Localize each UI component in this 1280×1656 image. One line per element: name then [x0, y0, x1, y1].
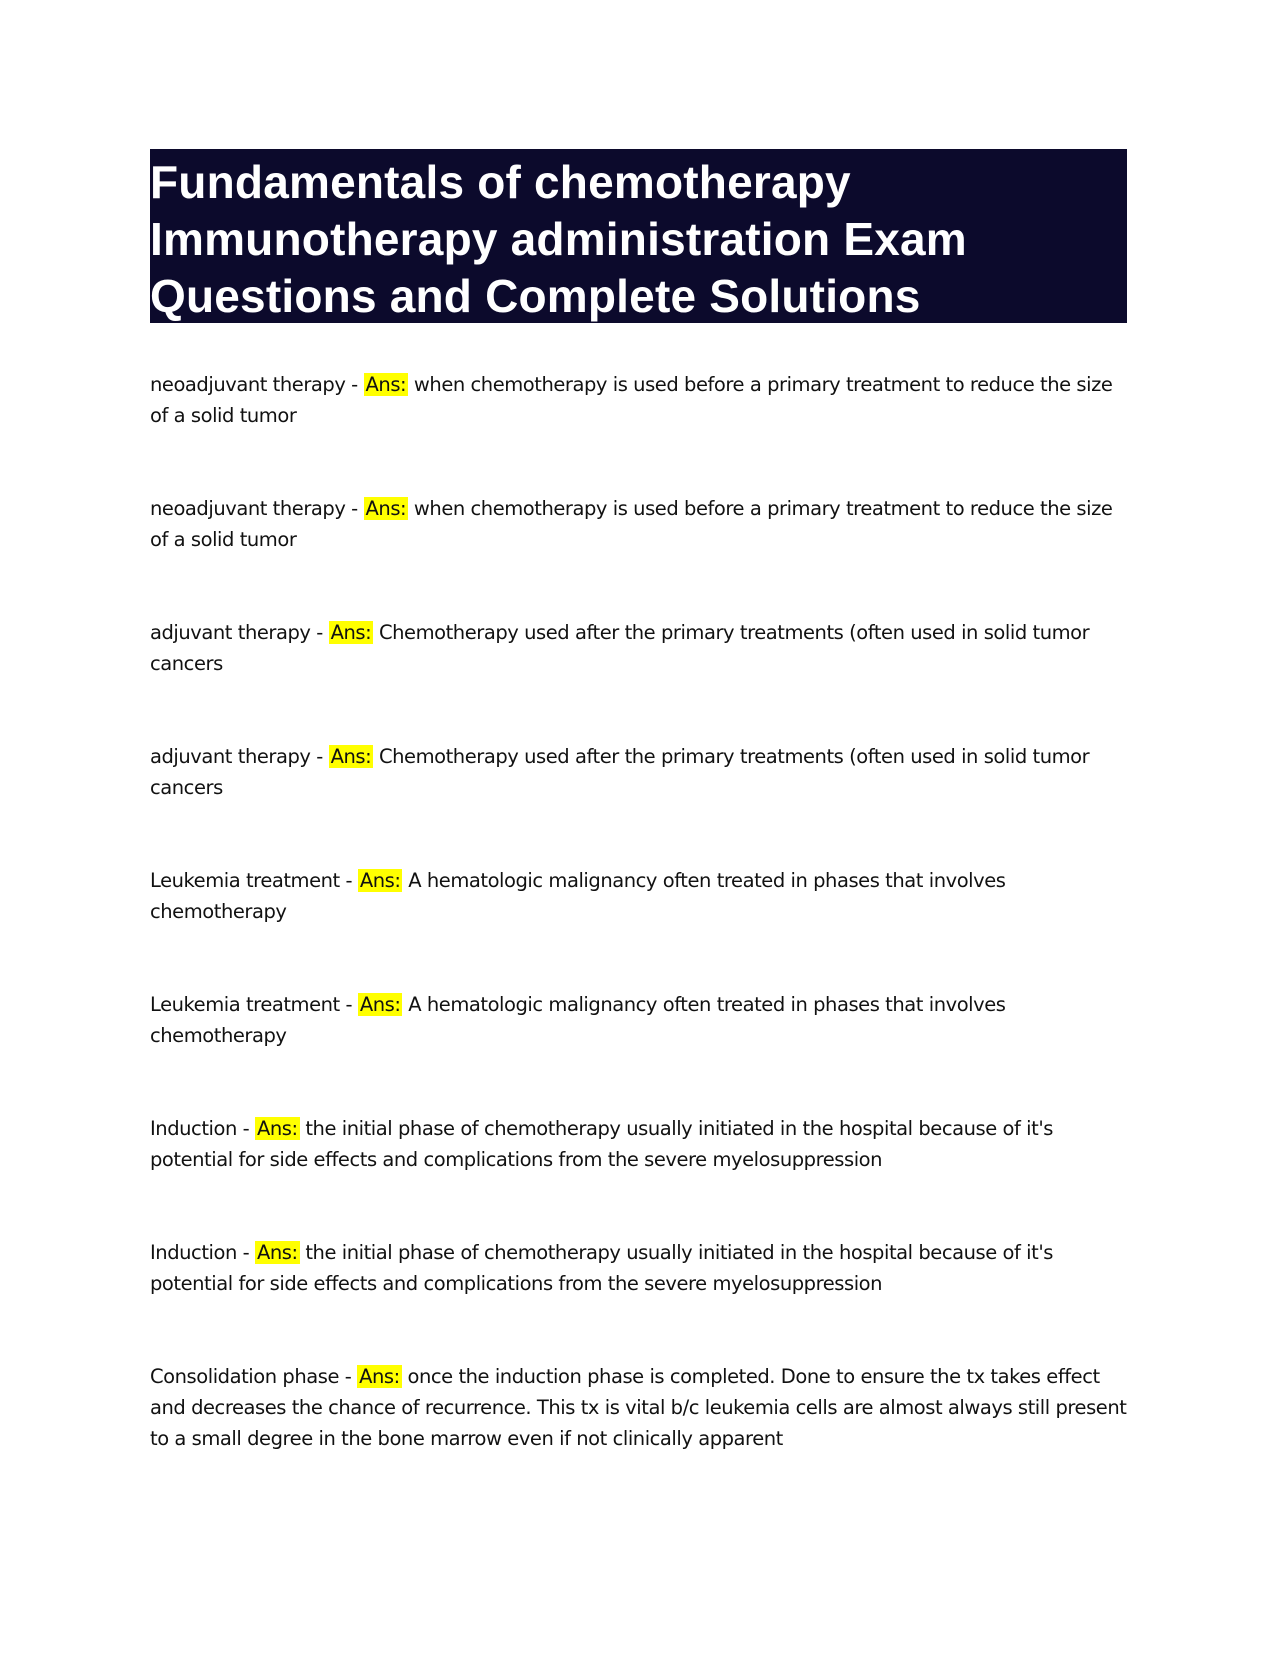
entry-answer-continued: potential for side effects and complications from the severe myelosuppression [150, 1272, 883, 1295]
answer-marker: Ans: [330, 621, 372, 644]
entry-answer: Chemotherapy used after the primary treatments (often used in solid tumor [378, 745, 1090, 768]
qa-entry [150, 741, 1130, 865]
answer-marker: Ans: [330, 745, 372, 768]
entry-answer: A hematologic malignancy often treated in phases that involves [408, 869, 1006, 892]
answer-marker: Ans: [256, 1241, 298, 1264]
entry-term: neoadjuvant therapy - [150, 373, 358, 396]
qa-entry [150, 1361, 1130, 1461]
entry-term: Leukemia treatment - [150, 993, 353, 1016]
entry-answer-continued: of a solid tumor [150, 404, 297, 427]
qa-entry [150, 617, 1130, 741]
entry-answer: when chemotherapy is used before a primary treatment to reduce the size [413, 373, 1113, 396]
title-line-1: Fundamentals of chemotherapy [150, 156, 851, 208]
answer-marker: Ans: [359, 993, 401, 1016]
title-line-3: Questions and Complete Solutions [150, 270, 921, 322]
entry-term: Induction - [150, 1241, 250, 1264]
entry-term: neoadjuvant therapy - [150, 497, 358, 520]
entry-term: Consolidation phase - [150, 1365, 352, 1388]
answer-marker: Ans: [359, 869, 401, 892]
entry-answer-continued: of a solid tumor [150, 528, 297, 551]
entry-answer: the initial phase of chemotherapy usually initiated in the hospital because of it's [305, 1117, 1053, 1140]
entry-answer: when chemotherapy is used before a primary treatment to reduce the size [413, 497, 1113, 520]
entry-answer: A hematologic malignancy often treated in phases that involves [408, 993, 1006, 1016]
entry-answer-continued: chemotherapy [150, 1024, 287, 1047]
answer-marker: Ans: [256, 1117, 298, 1140]
entry-term: adjuvant therapy - [150, 621, 323, 644]
qa-entry [150, 493, 1130, 617]
qa-entry [150, 1237, 1130, 1361]
qa-entry [150, 865, 1130, 989]
entry-answer: Chemotherapy used after the primary treatments (often used in solid tumor [378, 621, 1090, 644]
document-title-banner [150, 149, 1127, 323]
entry-answer-continued: cancers [150, 652, 223, 675]
entry-answer-continued: to a small degree in the bone marrow even if not clinically apparent [150, 1427, 783, 1450]
qa-entry [150, 1113, 1130, 1237]
entry-term: adjuvant therapy - [150, 745, 323, 768]
entry-answer: once the induction phase is completed. Done to ensure the tx takes effect [407, 1365, 1100, 1388]
entry-answer-continued: cancers [150, 776, 223, 799]
qa-entry-list [150, 369, 1130, 1461]
entry-answer-continued: chemotherapy [150, 900, 287, 923]
qa-entry [150, 989, 1130, 1113]
entry-answer-continued: and decreases the chance of recurrence. This tx is vital b/c leukemia cells are almost always still present [150, 1396, 1127, 1419]
entry-term: Leukemia treatment - [150, 869, 353, 892]
title-line-2: Immunotherapy administration Exam [150, 213, 967, 265]
entry-answer-continued: potential for side effects and complications from the severe myelosuppression [150, 1148, 883, 1171]
answer-marker: Ans: [365, 497, 407, 520]
answer-marker: Ans: [365, 373, 407, 396]
answer-marker: Ans: [359, 1365, 400, 1388]
entry-answer: the initial phase of chemotherapy usually initiated in the hospital because of it's [305, 1241, 1053, 1264]
entry-term: Induction - [150, 1117, 250, 1140]
qa-entry [150, 369, 1130, 493]
